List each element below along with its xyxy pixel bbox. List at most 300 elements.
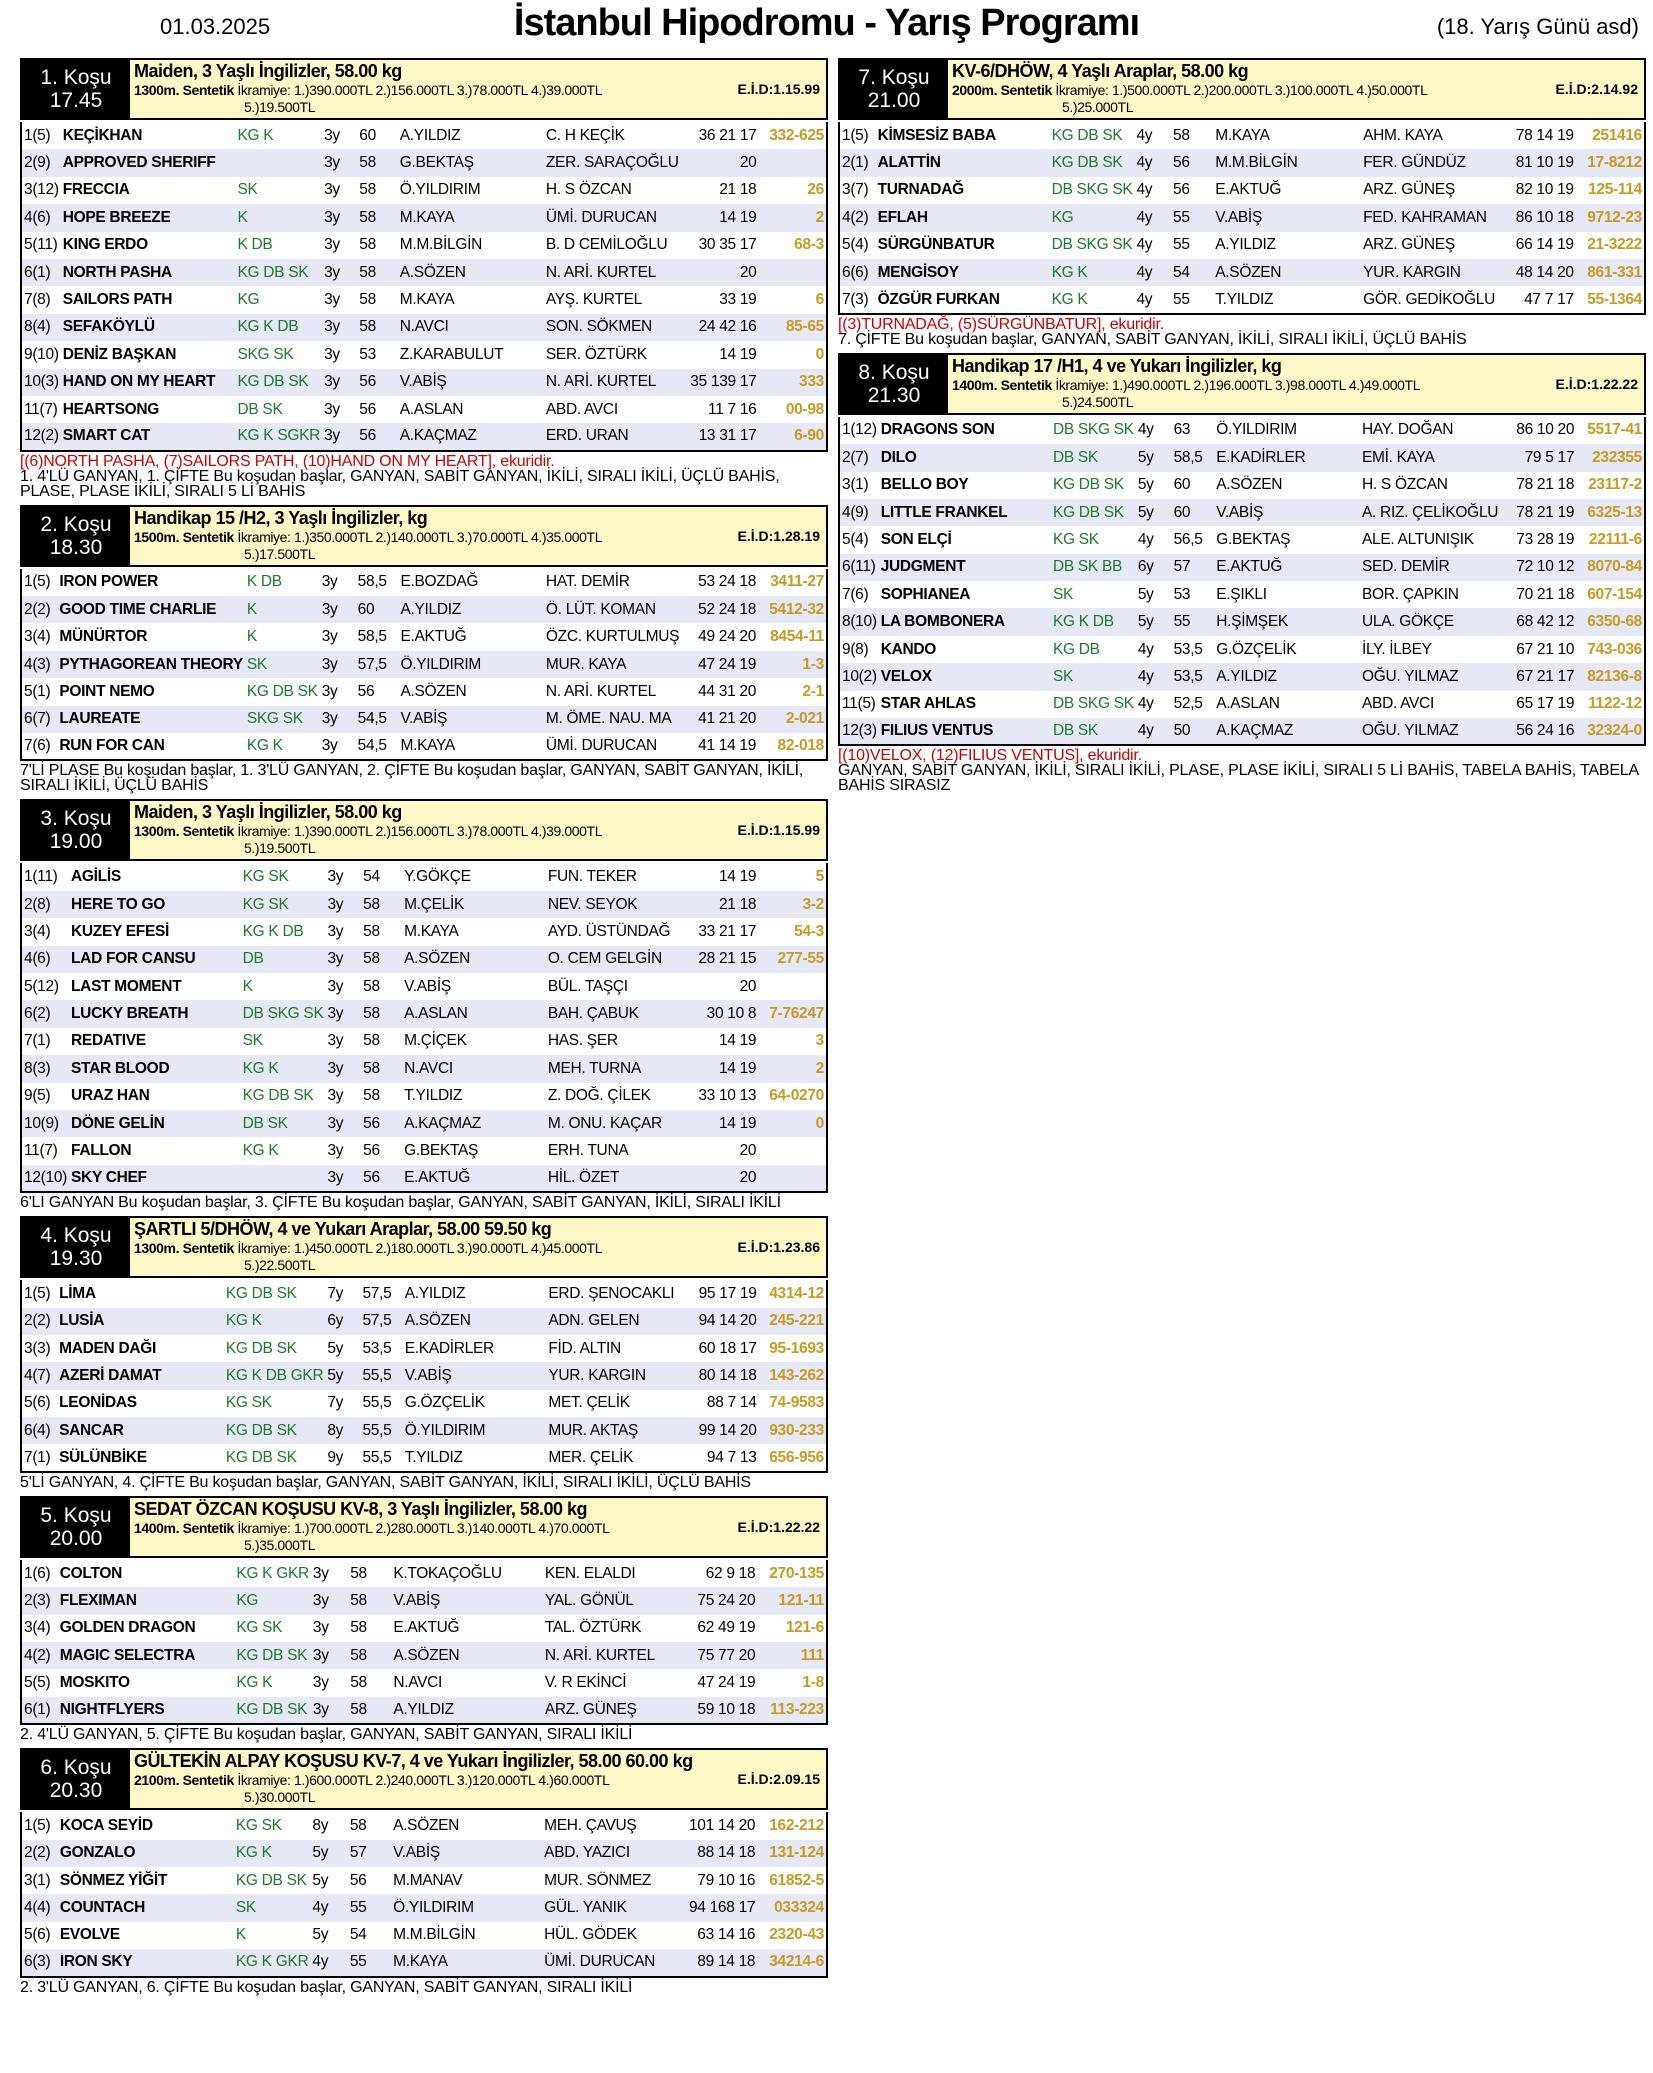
- weight: 57: [349, 1844, 367, 1862]
- jockey: M.ÇİÇEK: [404, 1032, 467, 1050]
- race-header: [20, 799, 828, 861]
- horse-number: 6(1): [24, 263, 51, 281]
- weight: 55: [349, 1899, 367, 1917]
- jockey: T.YILDIZ: [404, 1087, 463, 1105]
- horse-name: IRON SKY: [59, 1953, 133, 1971]
- horse-name: KEÇİKHAN: [62, 126, 143, 144]
- race-block: [20, 1496, 828, 1742]
- horse-row: [21, 1417, 827, 1444]
- weight: 58: [363, 1087, 380, 1105]
- form: 245-221: [769, 1312, 824, 1330]
- race-title: Handikap 17 /H1, 4 ve Yukarı İngilizler, kg: [952, 355, 1282, 376]
- bet-types-note: 7. ÇİFTE Bu koşudan başlar, GANYAN, SABİT GANYAN, İKİLİ, SIRALI İKİLİ, ÜÇLÜ BAHİS: [838, 330, 1467, 348]
- race-prize: İkramiye: 1.)390.000TL 2.)156.000TL 3.)78.000TL 4.)39.000TL: [237, 823, 603, 840]
- horse-name: LAST MOMENT: [71, 977, 182, 995]
- horse-number: 1(6): [24, 1564, 51, 1582]
- trainer: MER. ÇELİK: [548, 1448, 634, 1466]
- equipment: KG K GKR: [235, 1953, 309, 1971]
- horse-number: 5(6): [24, 1926, 51, 1944]
- horse-number: 3(1): [842, 476, 869, 494]
- race-conditions: [952, 376, 1640, 394]
- horse-age: 3y: [327, 1168, 344, 1186]
- equipment: KG K DB: [237, 318, 299, 336]
- race-distance: 2100m. Sentetik: [134, 1772, 234, 1789]
- race-number: 5. Koşu: [40, 1503, 112, 1527]
- horse-number: 3(4): [24, 628, 51, 646]
- horse-age: 5y: [312, 1844, 329, 1862]
- stats: 75 77 20: [697, 1646, 756, 1664]
- race-number-box: [22, 1218, 130, 1276]
- horse-age: 4y: [1136, 154, 1153, 172]
- jockey: Ö.YILDIRIM: [404, 1421, 486, 1439]
- stats: 33 21 17: [698, 922, 757, 940]
- stats: 20: [739, 154, 757, 172]
- race-conditions: [134, 81, 822, 99]
- horse-number: 7(8): [24, 291, 51, 309]
- horse-name: NORTH PASHA: [62, 263, 172, 281]
- jockey: A.YILDIZ: [393, 1700, 454, 1718]
- horse-row: [21, 918, 827, 945]
- equipment: KG: [1051, 208, 1074, 226]
- jockey: A.SÖZEN: [404, 950, 471, 968]
- bet-types-note: 6'LI GANYAN Bu koşudan başlar, 3. ÇİFTE Bu koşudan başlar, GANYAN, SABİT GANYAN, İKİLİ, SIRALI İKİLİ: [20, 1194, 781, 1212]
- equipment: KG SK: [242, 868, 289, 886]
- trainer: SED. DEMİR: [1362, 558, 1450, 576]
- horse-age: 3y: [324, 263, 340, 281]
- race-time: 21.30: [867, 383, 921, 407]
- stats: 73 28 19: [1516, 530, 1575, 548]
- horse-name: SKY CHEF: [71, 1168, 147, 1186]
- trainer: MET. ÇELİK: [548, 1394, 630, 1412]
- trainer: H. S ÖZCAN: [1362, 476, 1448, 494]
- weight: 56: [1173, 154, 1190, 172]
- stats: 28 21 15: [698, 950, 757, 968]
- weight: 56: [1173, 181, 1190, 199]
- race-title: Maiden, 3 Yaşlı İngilizler, 58.00 kg: [134, 802, 402, 823]
- race-header: [20, 58, 828, 120]
- jockey: A.KAÇMAZ: [1216, 722, 1294, 740]
- form: 162-212: [769, 1816, 824, 1834]
- horse-name: LITTLE FRANKEL: [880, 503, 1008, 521]
- stats: 35 139 17: [690, 373, 757, 391]
- horse-age: 3y: [321, 573, 338, 591]
- horse-name: SEFAKÖYLÜ: [62, 318, 155, 336]
- form: 6325-13: [1587, 503, 1642, 521]
- trainer: FİD. ALTIN: [548, 1339, 621, 1357]
- equipment: K: [246, 600, 257, 618]
- equipment: DB: [242, 950, 264, 968]
- horse-number: 11(7): [24, 1142, 58, 1160]
- race-conditions: [134, 1239, 822, 1257]
- horse-age: 4y: [1137, 722, 1154, 740]
- horse-number: 9(5): [24, 1087, 51, 1105]
- race-prize-5: 5.)25.000TL: [1062, 99, 1134, 115]
- form: 656-956: [769, 1448, 824, 1466]
- weight: 57,5: [362, 1284, 392, 1302]
- form: 82-018: [777, 737, 824, 755]
- equipment: KG K: [235, 1844, 272, 1862]
- horse-name: HOPE BREEZE: [62, 208, 171, 226]
- form: 95-1693: [769, 1339, 824, 1357]
- race-title: GÜLTEKİN ALPAY KOŞUSU KV-7, 4 ve Yukarı İngilizler, 58.00 60.00 kg: [134, 1751, 693, 1772]
- race-block: [20, 1216, 828, 1490]
- equipment: DB SK BB: [1052, 558, 1123, 576]
- jockey: M.M.BİLGİN: [399, 236, 483, 254]
- stats: 95 17 19: [698, 1284, 757, 1302]
- horse-age: 3y: [312, 1619, 329, 1637]
- horse-row: [839, 122, 1645, 149]
- horse-name: IRON POWER: [59, 573, 158, 591]
- jockey: M.ÇELİK: [404, 895, 465, 913]
- trainer: ARZ. GÜNEŞ: [1363, 181, 1455, 199]
- horse-name: HAND ON MY HEART: [62, 373, 216, 391]
- equipment: K: [235, 1926, 246, 1944]
- form: [758, 1137, 827, 1164]
- race-record: E.İ.D:2.14.92: [1555, 81, 1638, 97]
- stats: 48 14 20: [1515, 263, 1574, 281]
- ekuri-note: [(3)TURNADAĞ, (5)SÜRGÜNBATUR], ekuridir.: [838, 315, 1164, 333]
- jockey: A.ASLAN: [399, 400, 464, 418]
- equipment: K: [237, 208, 248, 226]
- horse-row: [839, 444, 1645, 471]
- jockey: M.KAYA: [393, 1953, 448, 1971]
- horse-row: [839, 554, 1645, 581]
- jockey: N.AVCI: [399, 318, 449, 336]
- horse-name: KUZEY EFESİ: [71, 922, 170, 940]
- jockey: N.AVCI: [393, 1674, 443, 1692]
- jockey: G.BEKTAŞ: [404, 1142, 479, 1160]
- form: 6: [815, 291, 824, 309]
- horse-row: [839, 177, 1645, 204]
- horse-age: 3y: [324, 154, 340, 172]
- horse-name: DENİZ BAŞKAN: [62, 345, 177, 363]
- trainer: ERD. ŞENOCAKLI: [548, 1284, 675, 1302]
- equipment: KG DB SK: [242, 1087, 314, 1105]
- bet-types-note: 7'Lİ PLASE Bu koşudan başlar, 1. 3'LÜ GANYAN, 2. ÇİFTE Bu koşudan başlar, GANYAN, SABİT GANYAN, İKİLİ, SIRALI İKİLİ, ÜÇLÜ BAHİS: [20, 762, 804, 795]
- horse-number: 5(4): [842, 236, 869, 254]
- race-prize-5: 5.)24.500TL: [1062, 393, 1134, 410]
- jockey: A.SÖZEN: [400, 682, 467, 700]
- form: 121-6: [785, 1619, 824, 1637]
- horse-number: 7(3): [842, 290, 869, 308]
- horse-number: 5(12): [24, 977, 59, 995]
- form: 2: [815, 208, 824, 226]
- horse-number: 12(10): [24, 1168, 68, 1186]
- form: 6-90: [794, 427, 824, 445]
- horse-table: [20, 1812, 828, 1977]
- jockey: V.ABİŞ: [393, 1591, 441, 1609]
- trainer: BOR. ÇAPKIN: [1362, 585, 1459, 603]
- horse-name: VELOX: [880, 667, 932, 685]
- weight: 58: [359, 154, 376, 172]
- stats: 66 14 19: [1515, 236, 1574, 254]
- trainer: Z. DOĞ. ÇİLEK: [547, 1087, 651, 1105]
- race-notes: [20, 763, 828, 793]
- weight: 53,5: [1173, 640, 1203, 658]
- equipment: KG SK: [1052, 530, 1099, 548]
- form: 68-3: [794, 236, 824, 254]
- weight: 58: [363, 1005, 380, 1023]
- form: 6350-68: [1587, 613, 1642, 631]
- stats: 11 7 16: [708, 400, 757, 418]
- race-number: 3. Koşu: [40, 807, 112, 831]
- horse-name: GOOD TIME CHARLIE: [59, 600, 217, 618]
- horse-row: [21, 423, 827, 450]
- weight: 55,5: [362, 1421, 392, 1439]
- jockey: V.ABİŞ: [393, 1844, 440, 1862]
- equipment: SKG SK: [246, 710, 303, 728]
- form: 3411-27: [770, 573, 824, 591]
- stats: 30 10 8: [706, 1005, 757, 1023]
- weight: 55,5: [362, 1394, 392, 1412]
- race-number-box: [22, 1750, 130, 1808]
- horse-number: 4(4): [24, 1899, 51, 1917]
- horse-row: [21, 623, 827, 650]
- race-distance: 1400m. Sentetik: [134, 1519, 234, 1536]
- equipment: KG K SGKR: [237, 427, 321, 445]
- form: 5517-41: [1587, 421, 1642, 439]
- stats: 67 21 17: [1516, 667, 1575, 685]
- weight: 63: [1173, 421, 1191, 439]
- horse-number: 6(7): [24, 710, 51, 728]
- trainer: AYD. ÜSTÜNDAĞ: [547, 922, 671, 940]
- horse-name: RUN FOR CAN: [59, 737, 165, 755]
- trainer: O. CEM GELGİN: [547, 950, 662, 968]
- trainer: FER. GÜNDÜZ: [1363, 154, 1466, 172]
- jockey: G.BEKTAŞ: [1216, 530, 1291, 548]
- weight: 56: [357, 682, 375, 700]
- race-info: [130, 1498, 826, 1556]
- horse-age: 3y: [321, 682, 338, 700]
- race-header: [20, 1748, 828, 1810]
- trainer: B. D CEMİLOĞLU: [545, 236, 668, 254]
- race-number: 6. Koşu: [40, 1756, 112, 1780]
- trainer: AYŞ. KURTEL: [545, 291, 642, 309]
- trainer: MUR. AKTAŞ: [548, 1421, 639, 1439]
- jockey: M.M.BİLGİN: [1215, 154, 1298, 172]
- race-header: [838, 58, 1646, 120]
- horse-row: [21, 1615, 827, 1642]
- horse-name: ALATTİN: [877, 154, 941, 172]
- horse-row: [839, 204, 1645, 231]
- trainer: ARZ. GÜNEŞ: [544, 1700, 637, 1718]
- jockey: M.KAYA: [399, 208, 455, 226]
- race-info: [948, 60, 1644, 118]
- race-number-box: [840, 60, 948, 118]
- form: 251416: [1592, 126, 1642, 144]
- horse-row: [21, 1335, 827, 1362]
- horse-row: [21, 706, 827, 733]
- horse-name: HERE TO GO: [71, 895, 166, 913]
- horse-name: POINT NEMO: [59, 682, 155, 700]
- horse-number: 7(1): [24, 1032, 51, 1050]
- jockey: V.ABİŞ: [400, 710, 448, 728]
- horse-name: LUSİA: [59, 1312, 105, 1330]
- trainer: MEH. ÇAVUŞ: [544, 1816, 637, 1834]
- bet-types-note: 5'Lİ GANYAN, 4. ÇİFTE Bu koşudan başlar, GANYAN, SABİT GANYAN, İKİLİ, SIRALI İKİLİ, ÜÇLÜ BAHİS: [20, 1473, 751, 1491]
- weight: 56,5: [1173, 530, 1203, 548]
- weight: 52,5: [1173, 695, 1203, 713]
- weight: 57,5: [357, 655, 387, 673]
- trainer: ARZ. GÜNEŞ: [1363, 236, 1455, 254]
- right-column: [838, 58, 1646, 799]
- trainer: YUR. KARGIN: [1363, 263, 1461, 281]
- equipment: KG K: [246, 737, 283, 755]
- horse-number: 4(9): [842, 503, 869, 521]
- horse-row: [21, 1362, 827, 1389]
- weight: 50: [1173, 722, 1191, 740]
- horse-name: SANCAR: [59, 1421, 124, 1439]
- weight: 58: [359, 236, 376, 254]
- horse-age: 3y: [312, 1591, 329, 1609]
- horse-row: [21, 1055, 827, 1082]
- race-number-box: [22, 801, 130, 859]
- trainer: ABD. AVCI: [1362, 695, 1434, 713]
- race-info: [130, 801, 826, 859]
- horse-row: [21, 314, 827, 341]
- horse-row: [21, 891, 827, 918]
- weight: 54: [1173, 263, 1190, 281]
- race-number-box: [22, 60, 130, 118]
- horse-name: LA BOMBONERA: [880, 613, 1005, 631]
- horse-number: 3(4): [24, 1619, 51, 1637]
- horse-name: SOPHIANEA: [880, 585, 971, 603]
- weight: 56: [359, 373, 376, 391]
- race-prize-5: 5.)19.500TL: [244, 840, 316, 857]
- form: 332-625: [769, 126, 824, 144]
- equipment: SK: [235, 1899, 256, 1917]
- stats: 20: [739, 1168, 757, 1186]
- race-title: SEDAT ÖZCAN KOŞUSU KV-8, 3 Yaşlı İngilizler, 58.00 kg: [134, 1498, 587, 1519]
- stats: 78 21 18: [1516, 476, 1575, 494]
- horse-name: MADEN DAĞI: [59, 1339, 156, 1357]
- horse-number: 9(10): [24, 345, 59, 363]
- form: [758, 1165, 827, 1192]
- stats: 14 19: [718, 1059, 757, 1077]
- horse-number: 4(6): [24, 950, 51, 968]
- equipment: [235, 149, 322, 176]
- horse-name: ÖZGÜR FURKAN: [877, 290, 1000, 308]
- horse-age: 3y: [321, 600, 338, 618]
- weight: 60: [357, 600, 375, 618]
- horse-row: [21, 122, 827, 149]
- jockey: T.YILDIZ: [404, 1448, 463, 1466]
- jockey: A.KAÇMAZ: [404, 1114, 481, 1132]
- horse-number: 9(8): [842, 640, 869, 658]
- horse-row: [21, 1587, 827, 1614]
- stats: 99 14 20: [698, 1421, 757, 1439]
- form: 125-114: [1588, 181, 1642, 199]
- form: 8454-11: [770, 628, 824, 646]
- weight: 60: [1173, 503, 1191, 521]
- trainer: M. ÖME. NAU. MA: [545, 710, 672, 728]
- equipment: KG DB SK: [225, 1339, 297, 1357]
- equipment: KG K: [225, 1312, 262, 1330]
- horse-number: 3(7): [842, 181, 869, 199]
- weight: 56: [363, 1168, 380, 1186]
- horse-row: [21, 1000, 827, 1027]
- horse-number: 12(2): [24, 427, 59, 445]
- form: 607-154: [1587, 585, 1642, 603]
- horse-name: KİMSESİZ BABA: [877, 126, 996, 144]
- weight: 57: [1173, 558, 1191, 576]
- race-time: 18.30: [49, 535, 103, 559]
- form: 2: [815, 1059, 824, 1077]
- horse-name: KING ERDO: [62, 236, 148, 254]
- trainer: GÜL. YANIK: [544, 1899, 627, 1917]
- horse-name: FRECCIA: [62, 181, 130, 199]
- horse-number: 2(9): [24, 154, 51, 172]
- form: 7-76247: [769, 1005, 824, 1023]
- horse-age: 4y: [1137, 530, 1154, 548]
- horse-row: [839, 232, 1645, 259]
- horse-age: 3y: [324, 208, 340, 226]
- horse-age: 5y: [312, 1871, 329, 1889]
- trainer: ZER. SARAÇOĞLU: [545, 154, 679, 172]
- trainer: A. RIZ. ÇELİKOĞLU: [1362, 503, 1499, 521]
- horse-table: [838, 417, 1646, 747]
- horse-number: 6(4): [24, 1421, 51, 1439]
- form: 5412-32: [769, 600, 824, 618]
- trainer: TAL. ÖZTÜRK: [544, 1619, 642, 1637]
- race-notes: [20, 1727, 828, 1742]
- horse-number: 1(5): [24, 1284, 51, 1302]
- equipment: KG DB SK: [1051, 154, 1123, 172]
- stats: 47 24 19: [697, 1674, 756, 1692]
- horse-row: [21, 1840, 827, 1867]
- horse-age: 9y: [327, 1448, 344, 1466]
- horse-row: [21, 863, 827, 890]
- race-prize-5: 5.)35.000TL: [244, 1536, 316, 1553]
- equipment: K: [242, 977, 253, 995]
- horse-number: 1(11): [24, 868, 58, 886]
- race-distance: 1300m. Sentetik: [134, 82, 234, 98]
- jockey: A.YILDIZ: [400, 600, 461, 618]
- jockey: Ö.YILDIRIM: [400, 655, 481, 673]
- equipment: KG K: [236, 1674, 273, 1692]
- trainer: NEV. SEYOK: [547, 895, 638, 913]
- trainer: MEH. TURNA: [547, 1059, 641, 1077]
- jockey: E.ŞIKLI: [1216, 585, 1267, 603]
- equipment: KG DB SK: [237, 263, 309, 281]
- stats: 78 14 19: [1515, 126, 1574, 144]
- horse-number: 3(4): [24, 922, 51, 940]
- horse-age: 4y: [312, 1953, 329, 1971]
- form: 333: [799, 373, 824, 391]
- trainer: HAY. DOĞAN: [1362, 421, 1454, 439]
- jockey: A.SÖZEN: [399, 263, 466, 281]
- horse-age: 5y: [327, 1339, 344, 1357]
- form: 26: [807, 181, 824, 199]
- horse-number: 1(5): [24, 573, 51, 591]
- equipment: KG K: [242, 1059, 279, 1077]
- race-conditions: [952, 81, 1640, 99]
- race-title: KV-6/DHÖW, 4 Yaşlı Araplar, 58.00 kg: [952, 61, 1249, 81]
- jockey: G.BEKTAŞ: [399, 154, 474, 172]
- stats: 101 14 20: [688, 1816, 756, 1834]
- race-block: [20, 58, 828, 499]
- horse-name: COLTON: [59, 1564, 122, 1582]
- race-time: 20.00: [49, 1526, 103, 1550]
- horse-name: MENGİSOY: [877, 263, 959, 281]
- race-record: E.İ.D:1.23.86: [737, 1239, 820, 1256]
- horse-age: 5y: [1137, 503, 1154, 521]
- jockey: E.AKTUĞ: [393, 1619, 460, 1637]
- horse-number: 6(2): [24, 1005, 51, 1023]
- horse-age: 3y: [324, 345, 340, 363]
- equipment: KG K GKR: [236, 1564, 309, 1582]
- jockey: E.KADİRLER: [1216, 448, 1306, 466]
